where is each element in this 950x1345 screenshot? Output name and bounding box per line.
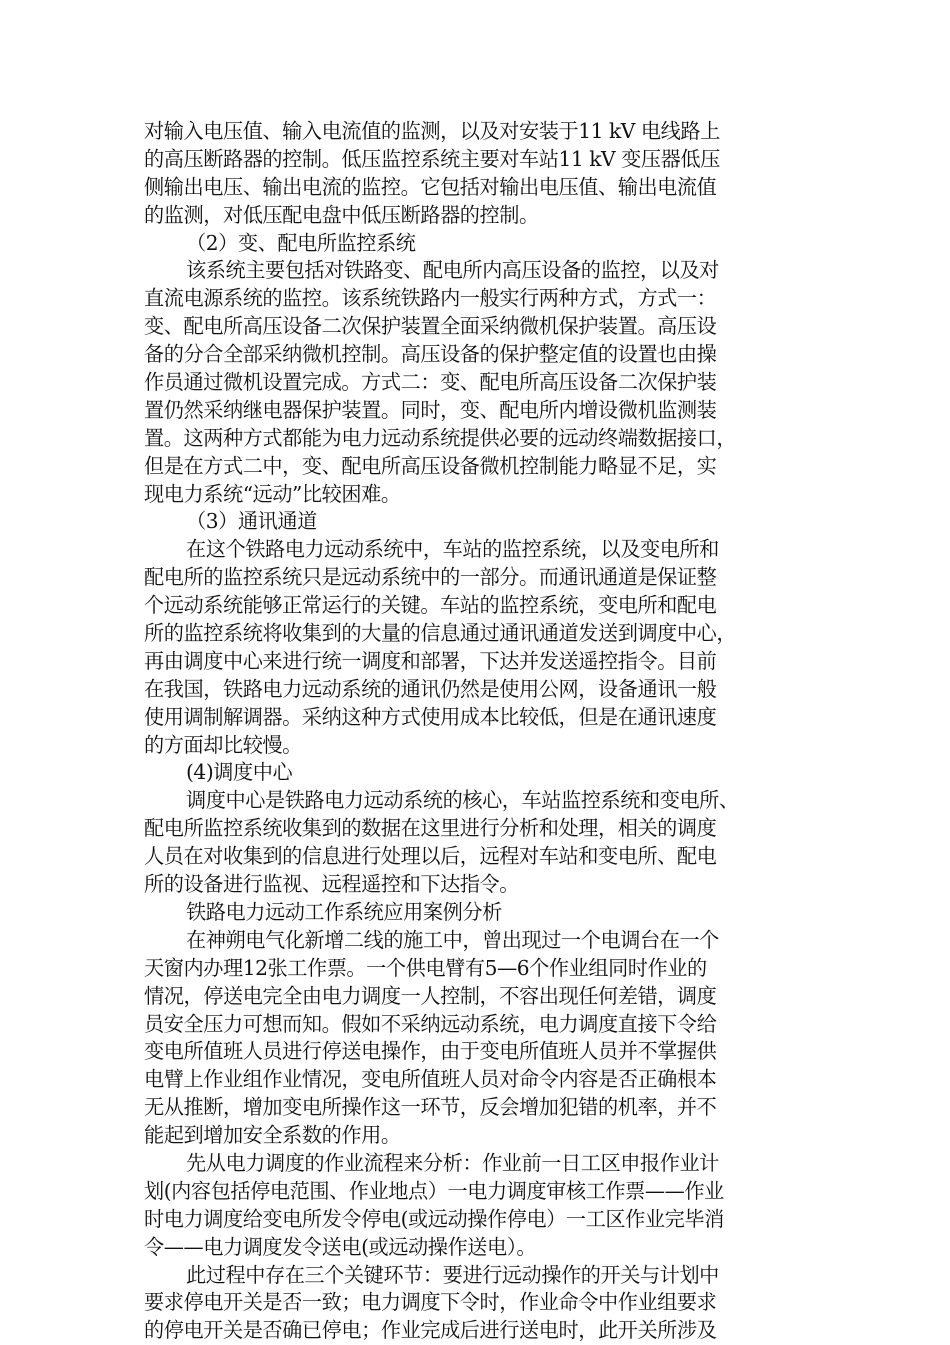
text-line: 使用调制解调器。采纳这种方式使用成本比较低，但是在通讯速度	[144, 704, 717, 729]
text-line: 人员在对收集到的信息进行处理以后，远程对车站和变电所、配电	[144, 844, 717, 869]
text-line: 在我国，铁路电力远动系统的通讯仍然是使用公网，设备通讯一般	[144, 676, 717, 701]
document-page	[144, 118, 808, 1345]
text-line: 先从电力调度的作业流程来分析：作业前一日工区申报作业计	[186, 1150, 719, 1175]
text-line: 配电所的监控系统只是远动系统中的一部分。而通讯通道是保证整	[144, 565, 717, 590]
text-line: 员安全压力可想而知。假如不采纳远动系统，电力调度直接下令给	[144, 1011, 717, 1036]
text-line: 要求停电开关是否一致；电力调度下令时，作业命令中作业组要求	[144, 1290, 717, 1315]
text-line: 配电所监控系统收集到的数据在这里进行分析和处理，相关的调度	[144, 816, 717, 841]
text-line: 调度中心是铁路电力远动系统的核心，车站监控系统和变电所、	[186, 788, 739, 813]
text-line: 铁路电力远动工作系统应用案例分析	[186, 899, 502, 924]
text-line: 划(内容包括停电范围、作业地点）一电力调度审核工作票——作业	[144, 1178, 724, 1203]
text-line: 备的分合全部采纳微机控制。高压设备的保护整定值的设置也由操	[144, 342, 717, 367]
text-line: 对输入电压值、输入电流值的监测，以及对安装于11 kV 电线路上	[144, 119, 720, 143]
text-line: 变、配电所高压设备二次保护装置全面采纳微机保护装置。高压设	[144, 314, 717, 339]
text-line: 所的设备进行监视、远程遥控和下达指令。	[144, 872, 520, 897]
text-line: 的监测，对低压配电盘中低压断路器的控制。	[144, 202, 539, 227]
text-line: 置。这两种方式都能为电力远动系统提供必要的远动终端数据接口，	[144, 425, 737, 450]
text-line: 的高压断路器的控制。低压监控系统主要对车站11 kV 变压器低压	[144, 146, 720, 171]
text-line: (4)调度中心	[186, 760, 293, 785]
text-line: 令——电力调度发令送电(或远动操作送电）。	[144, 1234, 537, 1259]
text-line: 天窗内办理12张工作票。一个供电臂有5—6个作业组同时作业的	[144, 955, 707, 980]
text-line: 再由调度中心来进行统一调度和部署，下达并发送遥控指令。目前	[144, 648, 717, 673]
text-line: 现电力系统“远动”比较困难。	[144, 481, 401, 506]
text-line: 无从推断，增加变电所操作这一环节，反会增加犯错的机率，并不	[144, 1095, 717, 1120]
text-line: 个远动系统能够正常运行的关键。车站的监控系统，变电所和配电	[144, 593, 717, 618]
text-line: 在这个铁路电力远动系统中，车站的监控系统，以及变电所和	[186, 537, 719, 562]
text-line: 的方面却比较慢。	[144, 732, 302, 757]
text-line: 该系统主要包括对铁路变、配电所内高压设备的监控，以及对	[186, 258, 719, 283]
text-line: 情况，停送电完全由电力调度一人控制，不容出现任何差错，调度	[144, 983, 717, 1008]
text-line: 直流电源系统的监控。该系统铁路内一般实行两种方式，方式一：	[144, 286, 717, 311]
text-line: 在神朔电气化新增二线的施工中，曾出现过一个电调台在一个	[186, 927, 719, 952]
text-line: 变电所值班人员进行停送电操作，由于变电所值班人员并不掌握供	[144, 1039, 717, 1064]
text-line: （3）通讯通道	[186, 509, 317, 534]
text-line: 但是在方式二中，变、配电所高压设备微机控制能力略显不足，实	[144, 453, 717, 478]
text-line: 置仍然采纳继电器保护装置。同时，变、配电所内增设微机监测装	[144, 397, 717, 422]
text-line: 作员通过微机设置完成。方式二：变、配电所高压设备二次保护装	[144, 370, 717, 395]
text-line: 此过程中存在三个关键环节：要进行远动操作的开关与计划中	[186, 1262, 719, 1287]
text-line: 的停电开关是否确已停电；作业完成后进行送电时，此开关所涉及	[144, 1318, 717, 1343]
text-line: 侧输出电压、输出电流的监控。它包括对输出电压值、输出电流值	[144, 174, 717, 199]
text-line: 所的监控系统将收集到的大量的信息通过通讯通道发送到调度中心，	[144, 621, 737, 646]
text-line: 能起到增加安全系数的作用。	[144, 1123, 401, 1148]
text-line: 电臂上作业组作业情况，变电所值班人员对命令内容是否正确根本	[144, 1067, 717, 1092]
text-line: 时电力调度给变电所发令停电(或远动操作停电）一工区作业完毕消	[144, 1206, 724, 1231]
text-line: （2）变、配电所监控系统	[186, 230, 416, 255]
